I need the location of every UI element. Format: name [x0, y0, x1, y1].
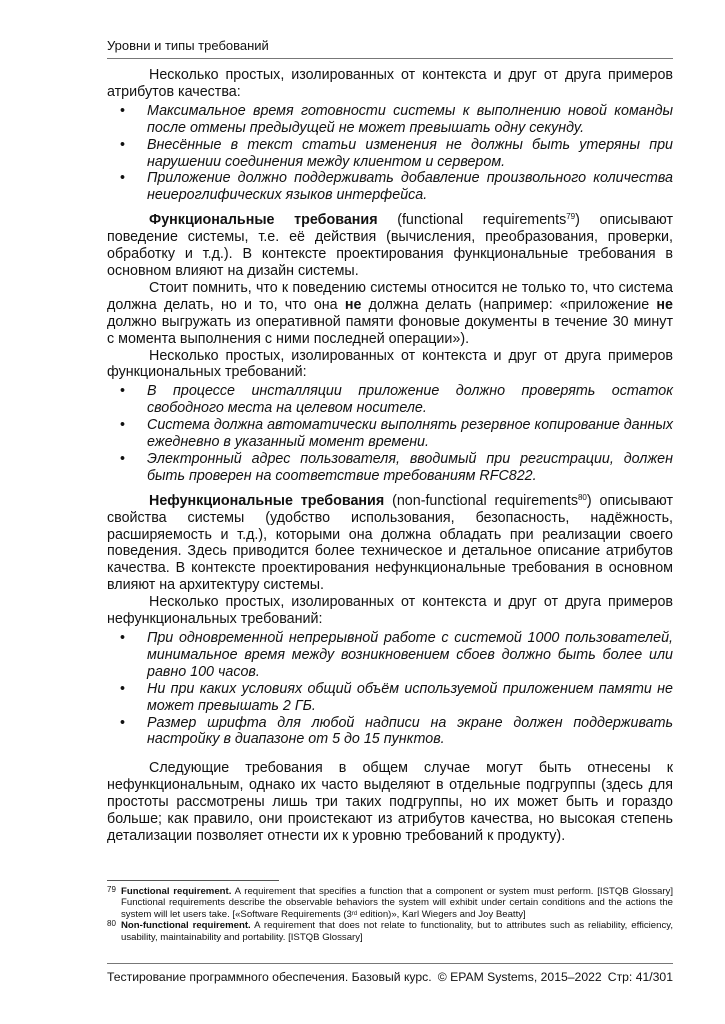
list-item: • Приложение должно поддерживать добавление произвольного количества неиероглифических языков интерфейса.	[147, 170, 673, 204]
list-item: • Электронный адрес пользователя, вводимый при регистрации, должен быть проверен на соответствие требованиям RFC822.	[147, 451, 673, 485]
page-footer	[107, 963, 673, 984]
running-header: Уровни и типы требований	[107, 38, 673, 59]
functional-note	[107, 280, 673, 348]
text: A requirement that specifies a function that a component or system must perform. [ISTQB Glossary] Functional requirements describe the observable behaviors the system will exhibit under certain conditions and the actions the system will let users take. [«Software Requirements (3	[121, 886, 673, 920]
footnote-79	[107, 886, 673, 920]
footnote-separator	[107, 880, 279, 881]
list-item: • Внесённые в текст статьи изменения не должны быть утеряны при нарушении соединения между клиентом и сервером.	[147, 137, 673, 171]
page-number: Стр: 41/301	[607, 970, 673, 984]
text: rd	[351, 910, 358, 917]
nonfunctional-examples-list	[107, 630, 673, 748]
functional-definition	[107, 212, 673, 280]
footnote-number: 79	[107, 885, 116, 894]
term-nonfunctional: Нефункциональные требования	[149, 492, 385, 509]
footnote-80	[107, 920, 673, 943]
page-body	[107, 67, 673, 845]
footnote-ref-79[interactable]: 79	[566, 212, 576, 222]
course-title: Тестирование программного обеспечения. Базовый курс.	[107, 970, 432, 984]
paragraph: Следующие требования в общем случае могут быть отнесены к нефункциональным, однако их часто выделяют в отдельные подгруппы (здесь для простоты рассмотрены лишь три таких подгруппы, но их может быть и гораздо больше; как правило, они проистекают из атрибутов качества, но высокая степень детализации позволяет отнести их к уровню требований к продукту).	[107, 760, 673, 844]
footnote-ref-80[interactable]: 80	[577, 492, 587, 502]
footnote-term: Non-functional requirement.	[121, 920, 251, 932]
text: A requirement that does not relate to functionality, but to attributes such as reliability, efficiency, usability, maintainability and portability. [ISTQB Glossary]	[121, 920, 674, 943]
text: должно выгружать из оперативной памяти фоновые документы в течение 30 минут с момента выполнения с ними последней операции»).	[107, 313, 673, 347]
list-item: • Размер шрифта для любой надписи на экране должен поддерживать настройку в диапазоне от 5 до 15 пунктов.	[147, 715, 673, 749]
list-item: • В процессе инсталляции приложение должно проверять остаток свободного места на целевом носителе.	[147, 383, 673, 417]
emphasis: не	[656, 296, 673, 313]
functional-examples-list	[107, 383, 673, 484]
list-item: • Ни при каких условиях общий объём используемой приложением памяти не может превышать 2 ГБ.	[147, 681, 673, 715]
list-item: • Система должна автоматически выполнять резервное копирование данных ежедневно в указанный момент времени.	[147, 417, 673, 451]
footnotes	[107, 886, 673, 943]
list-item: • При одновременной непрерывной работе с системой 1000 пользователей, минимальное время между возникновением сбоев должно быть более или равно 100 часов.	[147, 630, 673, 681]
paragraph: Несколько простых, изолированных от контекста и друг от друга примеров нефункциональных требований:	[107, 594, 673, 628]
emphasis: не	[344, 296, 362, 313]
text: ) описывают поведение системы, т.е. её действия (вычисления, преобразования, проверки, обработку и т.д.). В контексте проектирования функциональные требования в основном влияют на дизайн системы.	[107, 212, 673, 279]
text: ) описывают свойства системы (удобство использования, безопасность, надёжность, расширяемость и т.д.), которыми она должна обладать при реализации своего поведения. Здесь приводится более техническое и детальное описание атрибутов качества. В контексте проектирования нефункциональные требования в основном влияют на архитектуру системы.	[107, 492, 673, 594]
text: (functional requirements	[377, 212, 567, 229]
quality-examples-list	[107, 103, 673, 204]
text: Стоит помнить, что к поведению системы относится не только то, что система должна делать, но и то, что она	[107, 279, 673, 313]
copyright: © EPAM Systems, 2015–2022	[437, 970, 602, 984]
footnote-term: Functional requirement.	[121, 886, 232, 897]
paragraph: Несколько простых, изолированных от контекста и друг от друга примеров функциональных требований:	[107, 347, 673, 381]
text: edition)», Karl Wiegers and Joy Beatty]	[357, 908, 526, 920]
paragraph: Несколько простых, изолированных от контекста и друг от друга примеров атрибутов качества:	[107, 67, 673, 100]
nonfunctional-definition	[107, 493, 673, 594]
term-functional: Функциональные требования	[149, 212, 378, 229]
text: (non-functional requirements	[384, 492, 578, 509]
text: должна делать (например: «приложение	[361, 296, 657, 313]
footnote-number: 80	[107, 919, 116, 929]
list-item: • Максимальное время готовности системы к выполнению новой команды после отмены предыдущей не может превышать одну секунду.	[147, 103, 673, 137]
